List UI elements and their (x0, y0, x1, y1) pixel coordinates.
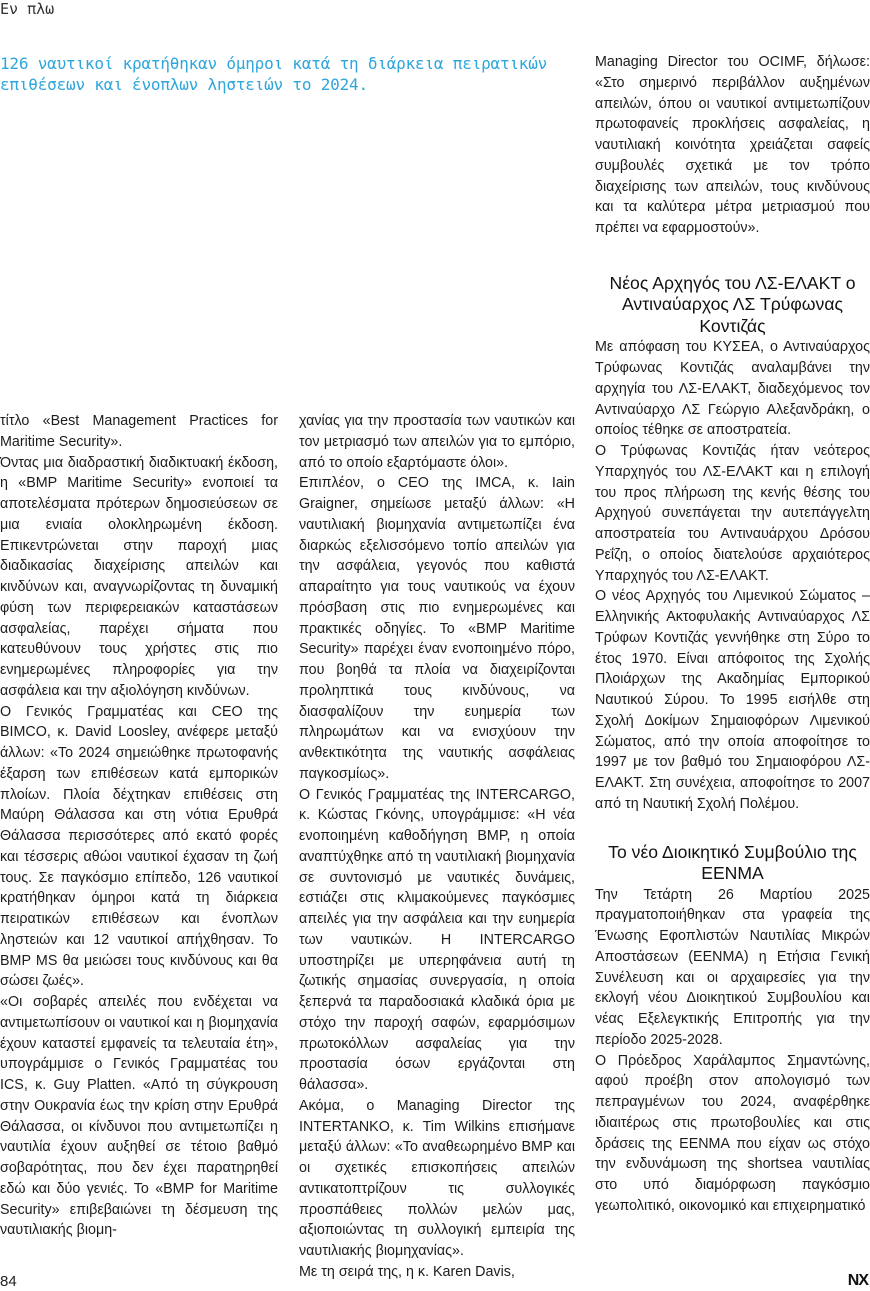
page-number: 84 (0, 1273, 17, 1290)
article-column-3 (595, 52, 870, 1217)
article-column-2 (299, 411, 575, 1283)
paragraph: Όντας μια διαδραστική διαδικτυακή έκδοση, η «BMP Maritime Security» ενοποιεί τα αποτελέσματα πρότερων δημοσιεύσεων σε μια ενιαία ολοκληρωμένη έκδοση. Επικεντρώνεται στην παροχή μιας διαδικασίας διαχείρισης απειλών και κινδύνων και, αναγνωρίζοντας τη δυναμική φύση των περιφερειακών καταστάσεων ασφαλείας, παρέχει σήματα που κατευθύνουν τους χρήστες στις πιο ενημερωμένες πληροφορίες για την ασφάλεια και την αξιολόγηση κινδύνων. (0, 454, 278, 699)
paragraph: Με τη σειρά της, η κ. Karen Davis, (299, 1263, 515, 1280)
paragraph: Ο Τρύφωνας Κοντιζάς ήταν νεότερος Υπαρχηγός του ΛΣ-ΕΛΑΚΤ και η επιλογή του προς πλήρωση της κενής θέσης του Αρχηγού συνεπάγεται την αυτεπάγγελτη αποστρατεία του Αντιναυάρχου Δρόσου Ρεΐζη, ο οποίος διατελούσε αρχαιότερος Υπαρχηγός του ΛΣ-ΕΛΑΚΤ. (595, 443, 870, 584)
paragraph: Managing Director του OCIMF, δήλωσε: «Στο σημερινό περιβάλλον αυξημένων απειλών, όπου οι ναυτικοί αντιμετωπίζουν πρωτοφανείς προκλήσεις ασφαλείας, η ναυτιλιακή κοινότητα χρειάζεται σαφείς συμβουλές σχετικά με τον τρόπο διαχείρισης των απειλών, τους κινδύνους και τα καλύτερα μέτρα μετριασμού που πρέπει να εφαρμοστούν». (595, 54, 870, 236)
paragraph: Την Τετάρτη 26 Μαρτίου 2025 πραγματοποιήθηκαν στα γραφεία της Ένωσης Εφοπλιστών Ναυτιλίας Μικρών Αποστάσεων (ΕΕΝΜΑ) η Ετήσια Γενική Συνέλευση και οι αρχαιρεσίες για την εκλογή νέου Διοικητικού Συμβουλίου και νέας Εξελεγκτικής Επιτροπής για την περίοδο 2025-2028. (595, 886, 870, 1048)
paragraph: Ακόμα, ο Managing Director της INTERTANKO, κ. Tim Wilkins επισήμανε μεταξύ άλλων: «Το αναθεωρημένο BMP και οι σχετικές επισκοπήσεις απειλών αντικατοπτρίζουν τις συλλογικές προσπάθειες πολλών μελών μας, αξιοποιώντας τη συλλογική εμπειρία της ναυτιλιακής βιομηχανίας». (299, 1097, 575, 1259)
paragraph: Ο Πρόεδρος Χαράλαμπος Σημαντώνης, αφού προέβη στον απολογισμό των πεπραγμένων του 2024, αναφέρθηκε ιδιαιτέρως στις πρωτοβουλίες και στις δράσεις της ΕΕΝΜΑ που είχαν ως στόχο την ενδυνάμωση της shortsea ναυτιλίας στο υπό διαμόρφωση παγκόσμιο γεωπολιτικό, οικονομικό και επιχειρηματικό (595, 1052, 870, 1214)
article-column-1 (0, 411, 278, 1241)
paragraph: Επιπλέον, ο CEO της IMCA, κ. Iain Graigner, σημείωσε μεταξύ άλλων: «Η ναυτιλιακή βιομηχανία αντιμετωπίζει ένα διαρκώς εξελισσόμενο τοπίο απειλών για την ασφάλεια, γεγονός που καθιστά απαραίτητο για τους ναυτικούς να έχουν πρόσβαση στις πιο ενημερωμένες και πρακτικές οδηγίες. Το «BMP Maritime Security» παρέχει έναν ενοποιημένο πόρο, που βοηθά τα πλοία να διαχειρίζονται προληπτικά τους κινδύνους, να διασφαλίζουν την ευημερία των πληρωμάτων και να ενισχύουν την ανθεκτικότητα της ναυτικής ασφάλειας παγκοσμίως». (299, 475, 575, 782)
paragraph: Ο νέος Αρχηγός του Λιμενικού Σώματος – Ελληνικής Ακτοφυλακής Αντιναύαρχος ΛΣ Τρύφων Κοντιζάς γεννήθηκε στη Σύρο το έτος 1970. Είναι απόφοιτος της Σχολής Πλοιάρχων της Ακαδημίας Εμπορικού Ναυτικού Σύρου. Το 1995 εισήλθε στη Σχολή Δοκίμων Σημαιοφόρων Λιμενικού Σώματος, από την οποία αποφοίτησε το 1997 με τον βαθμό του Σημαιοφόρου ΛΣ-ΕΛΑΚΤ. Στη συνέχεια, αποφοίτησε το 2007 από τη Ναυτική Σχολή Πολέμου. (595, 588, 870, 812)
section-heading-eenma-board: Το νέο Διοικητικό Συμβούλιο της ΕΕΝΜΑ (608, 841, 857, 883)
paragraph: χανίας για την προστασία των ναυτικών και τον μετριασμό των απειλών για το εμπόριο, από το οποίο εξαρτόμαστε όλοι». (299, 413, 575, 471)
pull-quote: 126 ναυτικοί κρατήθηκαν όμηροι κατά τη διάρκεια πειρατικών επιθέσεων και ένοπλων ληστειών το 2024. (0, 54, 548, 94)
paragraph: τίτλο «Best Management Practices for Maritime Security». (0, 413, 278, 450)
paragraph: Ο Γενικός Γραμματέας της INTERCARGO, κ. Κώστας Γκόνης, υπογράμμισε: «Η νέα ενοποιημένη καθοδήγηση BMP, η οποία αναπτύχθηκε από τη ναυτιλιακή βιομηχανία σε συντονισμό με ναυτικές δυνάμεις, εστιάζει στις κλιμακούμενες παγκόσμιες απειλές για την ασφάλεια και την ευημερία των ναυτικών. Η INTERCARGO υποστηρίζει με υπερηφάνεια αυτή τη ζωτικής σημασίας συνεργασία, η οποία ξεπερνά τα παραδοσιακά κλαδικά όρια με στόχο την παροχή σαφών, εφαρμόσιμων πρωτοκόλλων ασφαλείας για την προστασία όσων εργάζονται στη θάλασσα». (299, 786, 575, 1093)
paragraph: Με απόφαση του ΚΥΣΕΑ, ο Αντιναύαρχος Τρύφωνας Κοντιζάς αναλαμβάνει την αρχηγία του ΛΣ-ΕΛΑΚΤ, διαδεχόμενος τον Αντιναύαρχο ΛΣ Γεώργιο Αλεξανδράκη, ο οποίος τέθηκε σε αποστρατεία. (595, 339, 870, 439)
magazine-logo: NX (847, 1272, 868, 1289)
section-header: Εν πλω (0, 0, 55, 18)
paragraph: Ο Γενικός Γραμματέας και CEO της BIMCO, κ. David Loosley, ανέφερε μεταξύ άλλων: «Το 2024 σημειώθηκε πρωτοφανής έξαρση των επιθέσεων κατά εμπορικών πλοίων. Πλοία δέχτηκαν επιθέσεις στη Μαύρη Θάλασσα και στη νότια Ερυθρά Θάλασσα περισσότερες από εκατό φορές και τέσσερις αθώοι ναυτικοί έχασαν τη ζωή τους. Σε παγκόσμιο επίπεδο, 126 ναυτικοί κρατήθηκαν όμηροι κατά τη διάρκεια πειρατικών επιθέσεων και ένοπλων ληστειών και 12 ναυτικοί απήχθησαν. Το BMP MS θα μειώσει τους κινδύνους και θα σώσει ζωές». (0, 703, 278, 990)
section-heading-coast-guard-chief: Νέος Αρχηγός του ΛΣ-ΕΛΑΚΤ ο Αντιναύαρχος ΛΣ Τρύφωνας Κοντιζάς (609, 272, 856, 336)
paragraph: «Οι σοβαρές απειλές που ενδέχεται να αντιμετωπίσουν οι ναυτικοί και η βιομηχανία έχουν καταστεί εμφανείς τα τελευταία έτη», υπογράμμισε ο Γενικός Γραμματέας του ICS, κ. Guy Platten. «Από τη σύγκρουση στην Ουκρανία έως την κρίση στην Ερυθρά Θάλασσα, οι κίνδυνοι που αντιμετωπίζει η ναυτιλία έχουν αυξηθεί σε τέτοιο βαθμό σοβαρότητας, που δεν έχει παρατηρηθεί εδώ και δύο γενιές. Το «BMP for Maritime Security» επιβεβαιώνει τη δέσμευση της ναυτιλιακής βιομη- (0, 994, 278, 1239)
